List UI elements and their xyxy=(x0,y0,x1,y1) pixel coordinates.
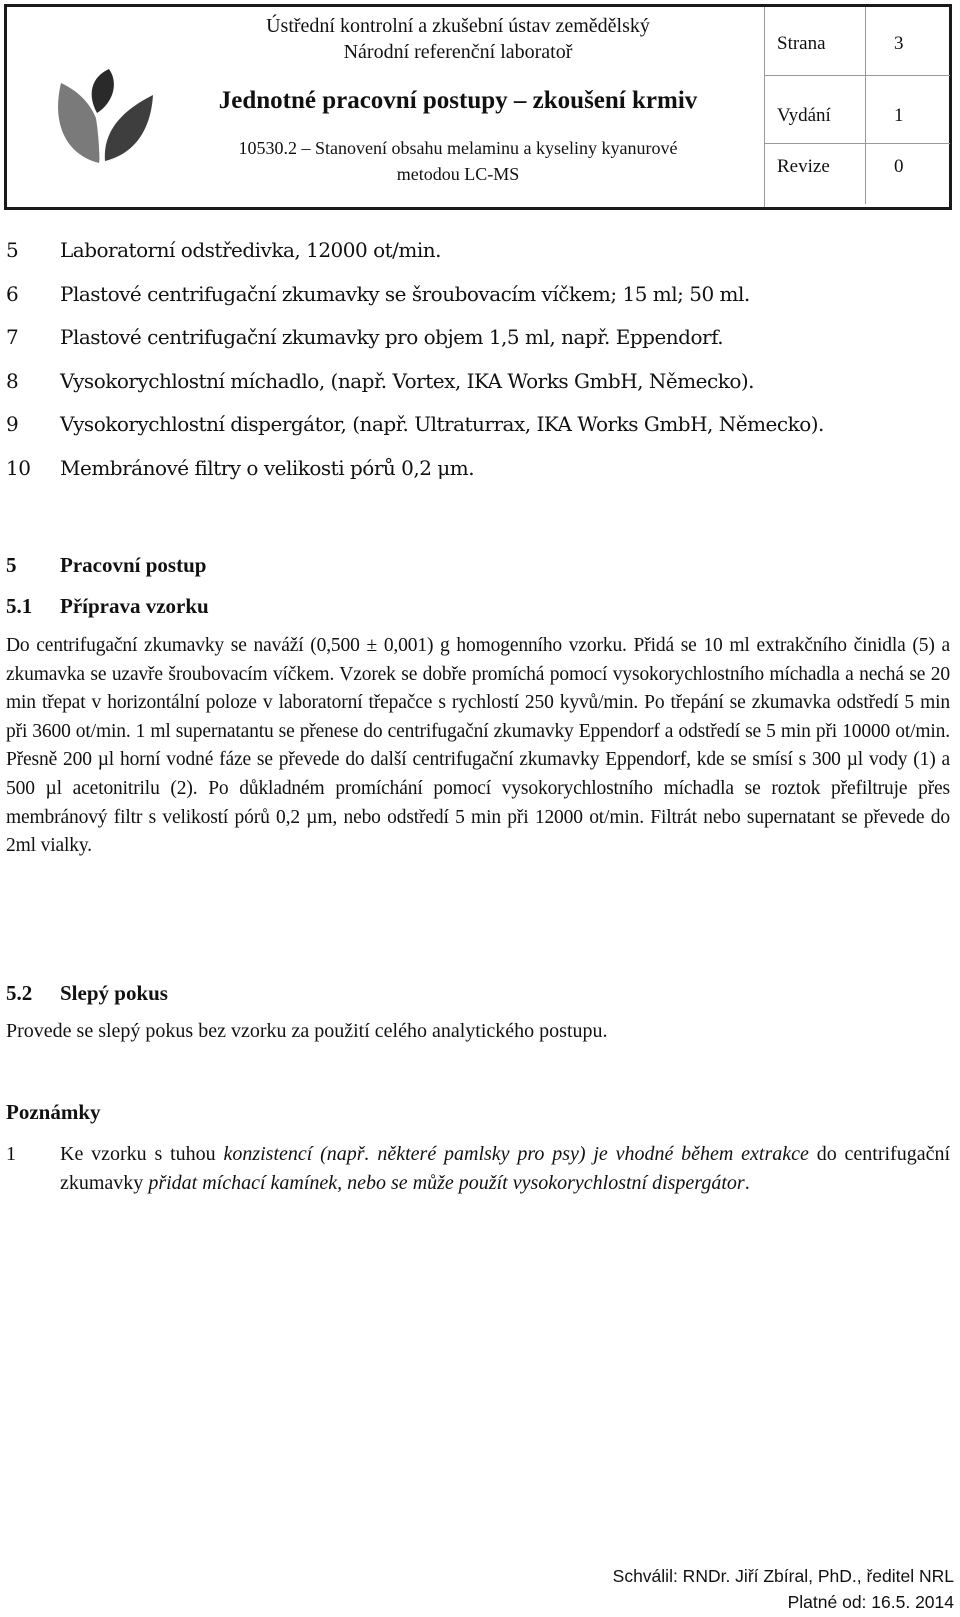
note-text-part: do centrifugační zkumavky xyxy=(60,1143,951,1194)
list-item-text: Plastové centrifugační zkumavky pro objem 1,5 ml, např. Eppendorf. xyxy=(60,325,724,349)
section-heading-5 xyxy=(6,553,206,578)
list-item xyxy=(6,456,946,500)
document-header xyxy=(4,4,952,210)
note-text-italic: konzistencí (např. některé pamlsky pro psy) je vhodné během extrakce xyxy=(223,1143,809,1165)
meta-page xyxy=(765,7,950,76)
institution-name xyxy=(152,13,764,65)
section-number: 5.1 xyxy=(6,594,33,618)
section-title: Slepý pokus xyxy=(60,981,168,1005)
list-item-number: 6 xyxy=(6,281,19,306)
equipment-list xyxy=(6,238,946,499)
note-text xyxy=(60,1140,950,1198)
list-item-text: Plastové centrifugační zkumavky se šroubovacím víčkem; 15 ml; 50 ml. xyxy=(60,281,750,306)
section-title: Příprava vzorku xyxy=(60,594,209,618)
list-item-number: 10 xyxy=(6,455,31,480)
revision-value-cell xyxy=(865,144,950,204)
list-item-number: 9 xyxy=(6,412,19,436)
meta-revision xyxy=(765,144,950,204)
page-value: 3 xyxy=(894,33,904,54)
section-title: Pracovní postup xyxy=(60,553,207,577)
list-item xyxy=(6,282,946,326)
note-text-italic: přidat míchací kamínek, nebo se může použít vysokorychlostní dispergátor xyxy=(148,1172,745,1194)
list-item xyxy=(6,369,946,413)
list-item-text: Vysokorychlostní míchadlo, (např. Vortex, IKA Works GmbH, Německo). xyxy=(60,368,755,393)
section-number: 5.2 xyxy=(6,981,33,1005)
approved-by: Schválil: RNDr. Jiří Zbíral, PhD., ředitel NRL xyxy=(612,1566,954,1586)
header-meta xyxy=(764,7,950,207)
list-item-number: 5 xyxy=(6,238,19,262)
notes-heading: Poznámky xyxy=(6,1100,101,1124)
list-item-text: Laboratorní odstředivka, 12000 ot/min. xyxy=(60,238,441,262)
note-text-part: . xyxy=(744,1172,750,1194)
method-subtitle-line-2: metodou LC-MS xyxy=(396,164,520,184)
note-number: 1 xyxy=(6,1143,16,1165)
document-title: Jednotné pracovní postupy – zkoušení krmiv xyxy=(218,87,698,114)
list-item xyxy=(6,238,946,282)
list-item xyxy=(6,412,946,456)
list-item xyxy=(6,325,946,369)
revision-value: 0 xyxy=(894,156,904,177)
document-footer xyxy=(613,1563,954,1615)
header-center xyxy=(152,7,764,207)
valid-from: Platné od: 16.5. 2014 xyxy=(787,1592,954,1612)
method-subtitle-line-1: 10530.2 – Stanovení obsahu melaminu a kyseliny kyanurové xyxy=(238,138,678,158)
list-item-number: 8 xyxy=(6,368,19,393)
edition-value: 1 xyxy=(894,105,904,126)
meta-edition xyxy=(765,75,950,144)
blank-test-text: Provede se slepý pokus bez vzorku za použití celého analytického postupu. xyxy=(6,1020,608,1042)
page-label: Strana xyxy=(777,33,826,54)
note-text-part: Ke vzorku s tuhou xyxy=(60,1143,224,1165)
section-heading-5-1 xyxy=(6,594,209,619)
edition-label: Vydání xyxy=(777,105,831,126)
institution-line-1: Ústřední kontrolní a zkušební ústav zemědělský xyxy=(266,15,650,37)
institution-line-2: Národní referenční laboratoř xyxy=(343,41,573,63)
method-subtitle xyxy=(152,135,764,187)
revision-label: Revize xyxy=(777,156,830,177)
list-item-number: 7 xyxy=(6,325,19,349)
page-value-cell xyxy=(865,7,950,75)
edition-value-cell xyxy=(865,75,950,143)
section-number: 5 xyxy=(6,553,17,577)
leaf-logo-icon xyxy=(47,65,157,165)
sample-preparation-text: Do centrifugační zkumavky se naváží (0,500 ± 0,001) g homogenního vzorku. Přidá se 10 ml extrakčního činidla (5) a zkumavka se uzavře šroubovacím víčkem. Vzorek se dobře promíchá pomocí vysokorychlostního míchadla a nechá se 20 min třepat v horizontální poloze v laboratorní třepačce s rychlostí 250 kyvů/min. Po třepání se zkumavka odstředí 5 min při 3600 ot/min. 1 ml supernatantu se přenese do centrifugační zkumavky Eppendorf a odstředí se 5 min při 10000 ot/min. Přesně 200 µl horní vodné fáze se převede do další centrifugační zkumavky Eppendorf, kde se smísí s 300 µl vody (1) a 500 µl acetonitrilu (2). Po důkladném promíchání pomocí vysokorychlostního míchadla se roztok přefiltruje přes membránový filtr s velikostí pórů 0,2 µm, nebo odstředí 5 min při 12000 ot/min. Filtrát nebo supernatant se převede do 2ml vialky. xyxy=(6,635,950,857)
section-heading-5-2 xyxy=(6,981,168,1006)
list-item-text: Vysokorychlostní dispergátor, (např. Ultraturrax, IKA Works GmbH, Německo). xyxy=(60,412,824,436)
list-item-text: Membránové filtry o velikosti pórů 0,2 μm. xyxy=(60,455,475,480)
